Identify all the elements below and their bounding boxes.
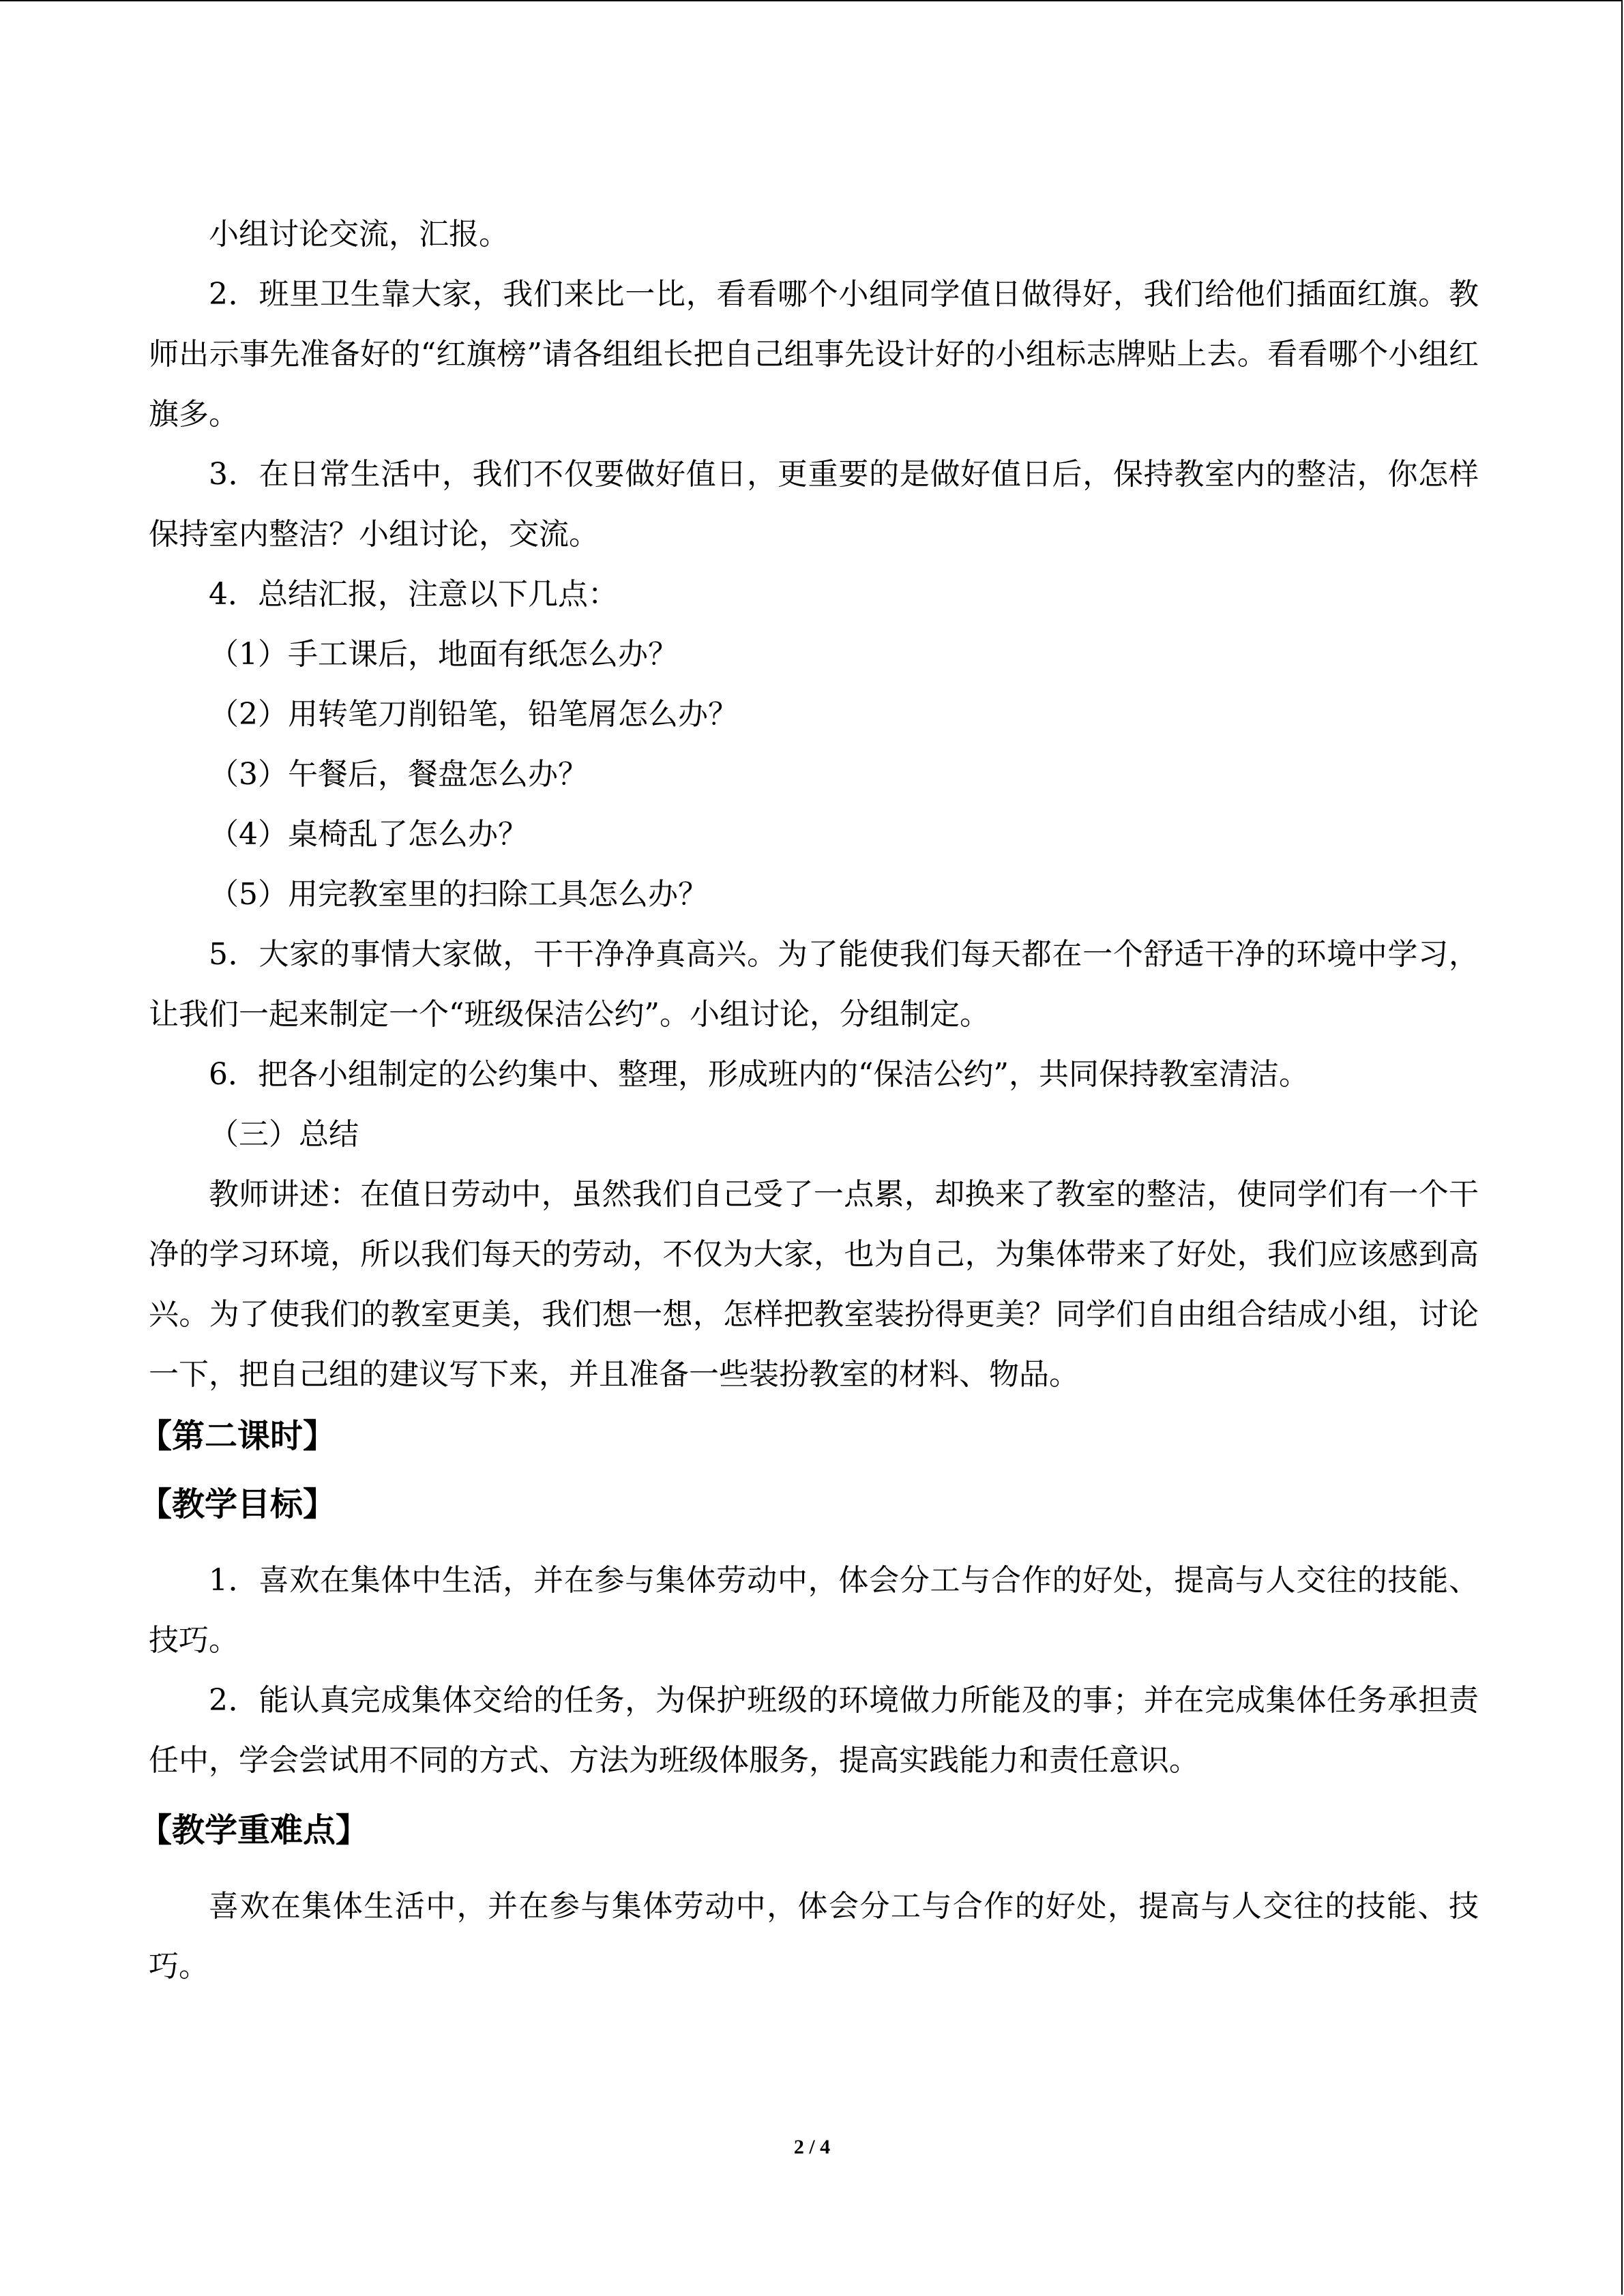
goal-item: 2．能认真完成集体交给的任务，为保护班级的环境做力所能及的事；并在完成集体任务承担责任中，学会尝试用不同的方式、方法为班级体服务，提高实践能力和责任意识。 — [149, 1683, 1479, 1778]
list-item: （4）桌椅乱了怎么办？ — [209, 817, 528, 852]
paragraph-convention: 5．大家的事情大家做，干干净净真高兴。为了能使我们每天都在一个舒适干净的环境中学习，让我们一起来制定一个“班级保洁公约”。小组讨论，分组制定。 — [149, 937, 1479, 1032]
heading-teaching-goals: 【教学目标】 — [139, 1485, 336, 1523]
section-subtitle-summary: （三）总结 — [209, 1117, 359, 1152]
paragraph-convention-merge: 6．把各小组制定的公约集中、整理，形成班内的“保洁公约”，共同保持教室清洁。 — [209, 1057, 1309, 1092]
list-item: （1）手工课后，地面有纸怎么办？ — [209, 637, 678, 672]
list-item: （2）用转笔刀削铅笔，铅笔屑怎么办？ — [209, 697, 738, 732]
page-number: 2 / 4 — [793, 2136, 831, 2158]
paragraph-summary-report: 小组讨论交流，汇报。 — [209, 217, 509, 252]
document-body — [139, 205, 1479, 1997]
goal-item: 1．喜欢在集体中生活，并在参与集体劳动中，体会分工与合作的好处，提高与人交往的技能、技巧。 — [149, 1563, 1479, 1658]
keypoint-item: 喜欢在集体生活中，并在参与集体劳动中，体会分工与合作的好处，提高与人交往的技能、技巧。 — [149, 1889, 1479, 1984]
paragraph-keep-clean: 3．在日常生活中，我们不仅要做好值日，更重要的是做好值日后，保持教室内的整洁，你怎样保持室内整洁？小组讨论，交流。 — [149, 457, 1479, 552]
heading-lesson-two: 【第二课时】 — [139, 1417, 336, 1455]
heading-key-points: 【教学重难点】 — [139, 1811, 369, 1849]
paragraph-summary-points: 4．总结汇报，注意以下几点： — [209, 577, 618, 612]
list-item: （3）午餐后，餐盘怎么办？ — [209, 757, 588, 792]
paragraph-red-flag: 2．班里卫生靠大家，我们来比一比，看看哪个小组同学值日做得好，我们给他们插面红旗。教师出示事先准备好的“红旗榜”请各组组长把自己组事先设计好的小组标志牌贴上去。看看哪个小组红旗多。 — [149, 277, 1479, 432]
list-item: （5）用完教室里的扫除工具怎么办？ — [209, 877, 708, 912]
paragraph-teacher-narration: 教师讲述：在值日劳动中，虽然我们自己受了一点累，却换来了教室的整洁，使同学们有一个干净的学习环境，所以我们每天的劳动，不仅为大家，也为自己，为集体带来了好处，我们应该感到高兴。为了使我们的教室更美，我们想一想，怎样把教室装扮得更美？同学们自由组合结成小组，讨论一下，把自己组的建议写下来，并且准备一些装扮教室的材料、物品。 — [149, 1177, 1479, 1392]
